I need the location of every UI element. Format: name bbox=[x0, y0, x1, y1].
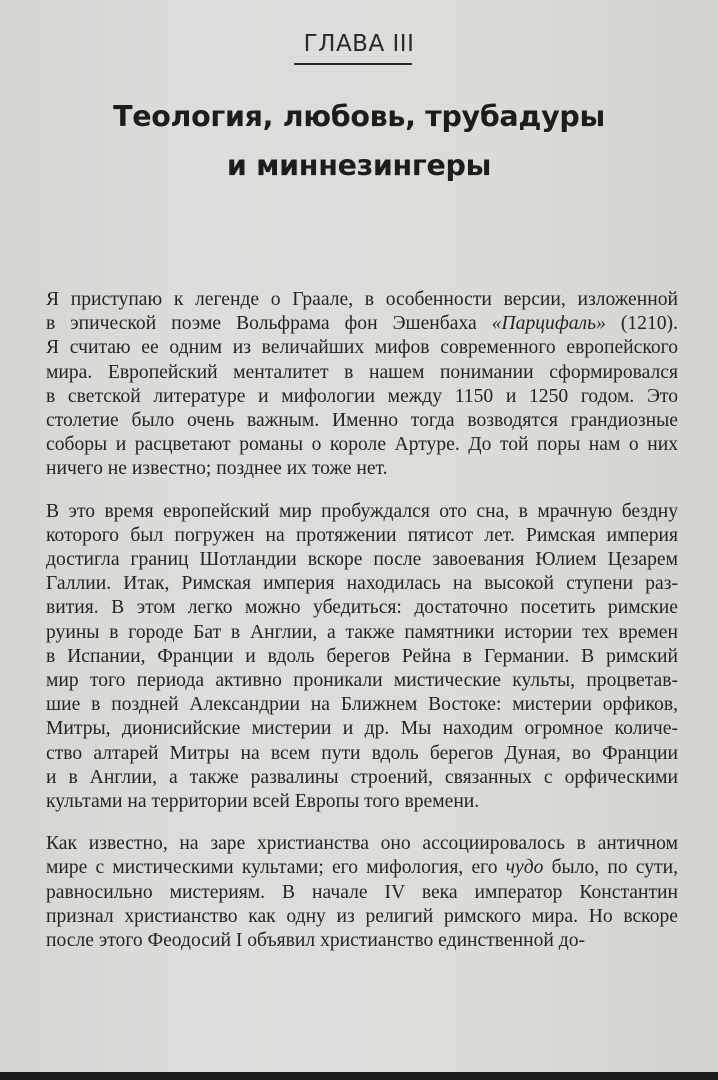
text-line: в Испании, Франции и вдоль берегов Рейна в Германии. В римский bbox=[46, 645, 678, 667]
chapter-underline bbox=[294, 63, 412, 65]
text-line: в светской литературе и мифологии между 1150 и 1250 годом. Это bbox=[46, 385, 678, 407]
text-line: Я приступаю к легенде о Граале, в особенности версии, изложенной bbox=[46, 289, 678, 310]
text-line: В это время европейский мир пробуждался ото сна, в мрачную бездну bbox=[46, 500, 678, 522]
text-line: мира. Европейский менталитет в нашем понимании сформировался bbox=[46, 361, 678, 383]
text-line: в эпической поэме Вольфрама фон Эшенбаха «Парцифаль» (1210). bbox=[46, 313, 678, 335]
text-line: ство алтарей Митры на всем пути вдоль берегов Дуная, во Франции bbox=[46, 742, 678, 764]
text-line: руины в городе Бат в Англии, а также памятники истории тех времен bbox=[46, 621, 678, 643]
text-line: Митры, дионисийские мистерии и др. Мы находим огромное количе- bbox=[46, 718, 678, 740]
chapter-title bbox=[40, 92, 678, 190]
text-line: соборы и расцветают романы о короле Артуре. До той поры нам о них bbox=[46, 434, 678, 456]
chapter-number: ГЛАВА III bbox=[303, 31, 415, 57]
italic-term: «Парцифаль» bbox=[491, 313, 606, 335]
text-line: культами на территории всей Европы того времени. bbox=[46, 791, 480, 813]
text-line: шие в поздней Александрии на Ближнем Востоке: мистерии орфиков, bbox=[46, 694, 678, 716]
page-bottom-edge bbox=[0, 1072, 718, 1080]
text-line: Как известно, на заре христианства оно ассоциировалось в античном bbox=[46, 833, 678, 855]
text-line: после этого Феодосий I объявил христианство единственной до- bbox=[46, 930, 586, 952]
chapter-title-line-2: и миннезингеры bbox=[226, 149, 492, 182]
text-line: столетие было очень важным. Именно тогда возводятся грандиозные bbox=[46, 410, 678, 432]
text-line: и в Англии, а также развалины строений, связанных с орфическими bbox=[46, 766, 678, 788]
paragraph bbox=[46, 500, 678, 815]
text-line: достигла границ Шотландии вскоре после завоевания Юлием Цезарем bbox=[46, 549, 678, 571]
text-line: ничего не известно; позднее их тоже нет. bbox=[46, 458, 388, 480]
text-line: Я считаю ее одним из величайших мифов современного европейского bbox=[46, 337, 678, 359]
chapter-title-line-1: Теология, любовь, трубадуры bbox=[113, 100, 605, 133]
paragraph bbox=[46, 832, 678, 953]
text-line: мир того периода активно проникали мистические культы, процветав- bbox=[46, 670, 678, 692]
text-line: Галлии. Итак, Римская империя находилась на высокой ступени раз- bbox=[46, 573, 678, 595]
italic-term: чудо bbox=[505, 857, 544, 879]
text-line: мире с мистическими культами; его мифология, его чудо было, по сути, bbox=[46, 857, 678, 879]
body-text bbox=[46, 288, 678, 971]
paragraph bbox=[46, 288, 678, 482]
text-line: вития. В этом легко можно убедиться: достаточно посетить римские bbox=[46, 597, 678, 619]
text-line: равносильно мистериям. В начале IV века император Константин bbox=[46, 881, 678, 903]
text-line: признал христианство как одну из религий римского мира. Но вскоре bbox=[46, 905, 678, 927]
text-line: которого был погружен на протяжении пятисот лет. Римская империя bbox=[46, 524, 678, 546]
